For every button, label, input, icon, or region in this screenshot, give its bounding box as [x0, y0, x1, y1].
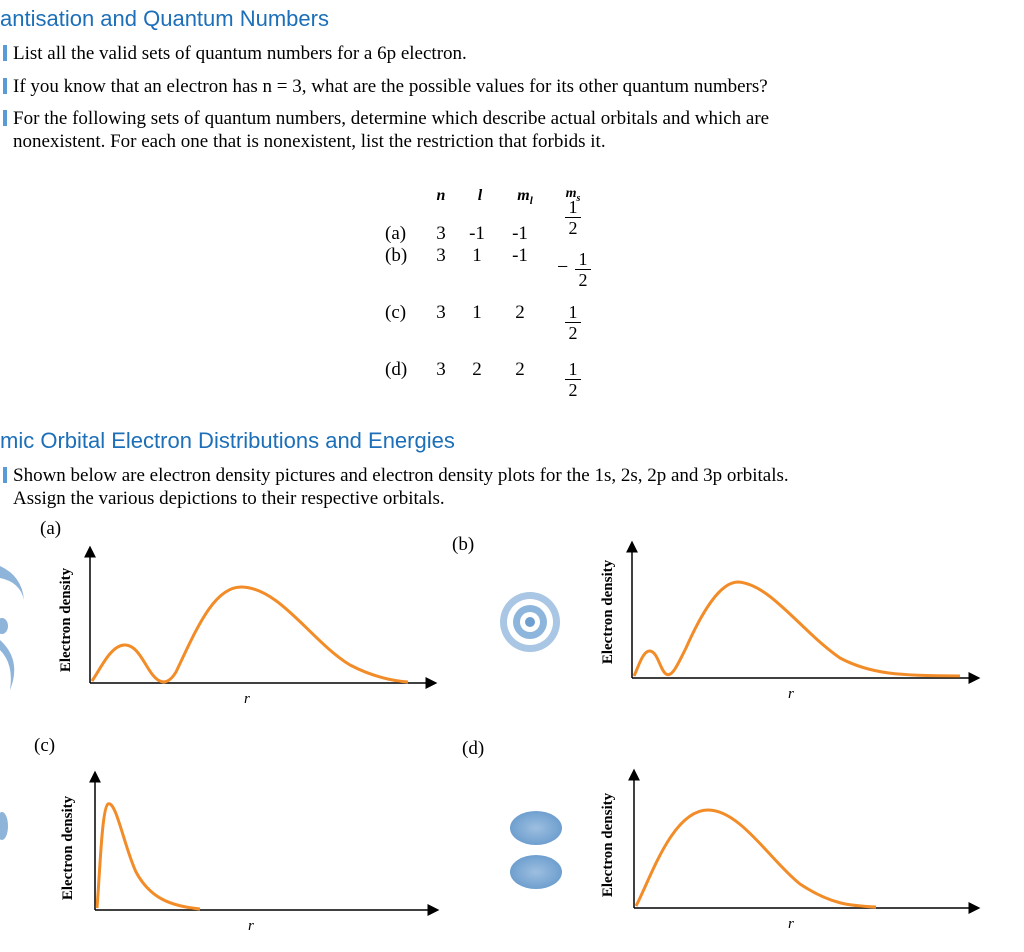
row-c-n: 3 — [436, 302, 446, 323]
row-d-label: (d) — [385, 359, 408, 380]
row-c-l: 1 — [472, 302, 482, 323]
plot-a — [58, 548, 435, 707]
section-heading-orbital-distributions: mic Orbital Electron Distributions and Energies — [0, 428, 455, 453]
header-n: n — [436, 187, 446, 204]
plot-c-ylabel: Electron density — [60, 795, 76, 901]
row-a-n: 3 — [436, 223, 446, 244]
row-b-ml: -1 — [512, 245, 528, 266]
row-c-ms: 1 2 — [562, 303, 584, 342]
plot-c-label: (c) — [34, 735, 56, 756]
question-4-text-line1: Shown below are electron density pictures and electron density plots for the 1s, 2s, 2p and 3p orbitals. — [13, 465, 789, 486]
row-a-ml: -1 — [512, 223, 528, 244]
header-ml: $m_l$ — [517, 187, 533, 208]
question-4-text-line2: Assign the various depictions to their respective orbitals. — [13, 488, 445, 509]
plot-b-label: (b) — [452, 534, 475, 555]
orbital-picture-a — [0, 566, 24, 690]
row-d-l: 2 — [472, 359, 482, 380]
question-3-text-line2: nonexistent. For each one that is nonexistent, list the restriction that forbids it. — [13, 131, 606, 152]
plot-a-label: (a) — [40, 518, 62, 539]
question-3-text-line1: For the following sets of quantum numbers, determine which describe actual orbitals and which are — [13, 108, 770, 129]
plot-b-ylabel: Electron density — [600, 559, 616, 665]
row-d-n: 3 — [436, 359, 446, 380]
row-c-ml: 2 — [515, 302, 525, 323]
plot-d-curve — [636, 810, 876, 907]
plot-b-xlabel: r — [788, 686, 794, 702]
plot-c-curve — [97, 804, 200, 909]
question-1-text: List all the valid sets of quantum numbers for a 6p electron. — [13, 43, 467, 64]
row-a-label: (a) — [385, 223, 407, 244]
row-d-ml: 2 — [515, 359, 525, 380]
header-ms: $m_s$ — [565, 186, 581, 204]
row-b-ms: 1 2 — [572, 250, 594, 289]
section-heading-quantum-numbers: antisation and Quantum Numbers — [0, 6, 329, 31]
plot-d-ylabel: Electron density — [600, 792, 616, 898]
row-c-label: (c) — [385, 302, 407, 323]
row-b-ms-sign: − — [557, 256, 569, 278]
plot-a-xlabel: r — [244, 691, 250, 707]
orbital-picture-d — [510, 811, 562, 889]
row-d-ms: 1 2 — [562, 360, 584, 399]
row-b-n: 3 — [436, 245, 446, 266]
row-a-ms: 1 2 — [562, 198, 584, 237]
orbital-picture-c — [0, 812, 8, 840]
plot-c-xlabel: r — [248, 918, 254, 934]
plot-b — [600, 543, 978, 702]
question-2-text: If you know that an electron has n = 3, what are the possible values for its other quantum numbers? — [13, 76, 768, 97]
plot-c — [60, 773, 437, 934]
row-b-l: 1 — [472, 245, 482, 266]
plot-d-xlabel: r — [788, 916, 794, 932]
plot-d — [600, 771, 978, 932]
plot-a-ylabel: Electron density — [58, 567, 74, 673]
plot-a-curve — [92, 587, 408, 682]
row-a-l: -1 — [469, 223, 485, 244]
orbital-picture-b — [500, 592, 560, 652]
plot-b-curve — [634, 582, 960, 676]
header-l: l — [477, 187, 483, 204]
row-b-label: (b) — [385, 245, 408, 266]
plot-d-label: (d) — [462, 738, 485, 759]
